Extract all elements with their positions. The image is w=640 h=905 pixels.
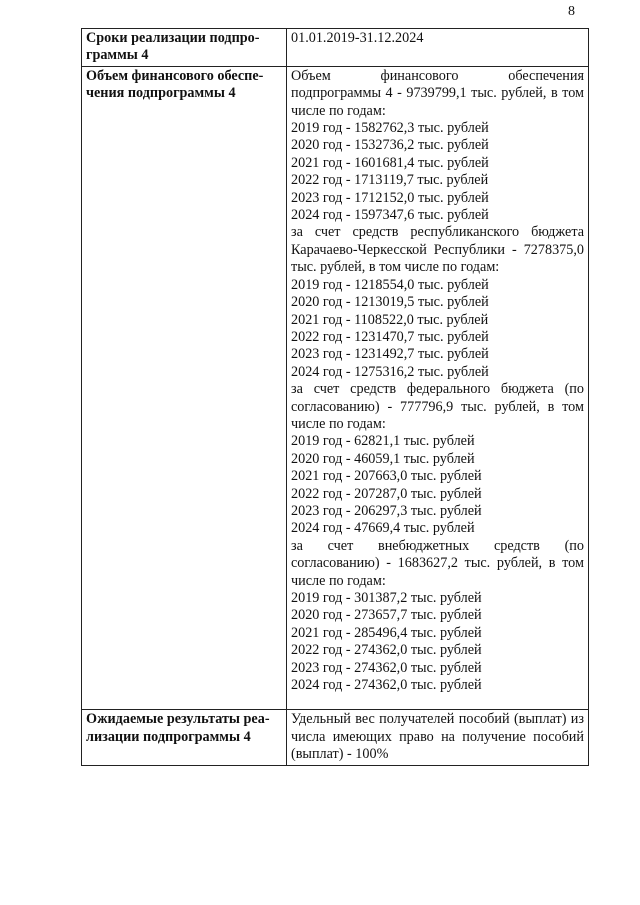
federal-year-line: 2021 год - 207663,0 тыс. рублей <box>291 468 482 485</box>
results-label-line: лизации подпрограммы 4 <box>86 728 251 745</box>
federal-year-line: 2019 год - 62821,1 тыс. рублей <box>291 433 475 450</box>
extrabudgetary-year-line: 2023 год - 274362,0 тыс. рублей <box>291 659 482 676</box>
extrabudgetary-year-line: 2024 год - 274362,0 тыс. рублей <box>291 677 482 694</box>
regional-year-line: 2020 год - 1213019,5 тыс. рублей <box>291 294 489 311</box>
federal-year-line: 2020 год - 46059,1 тыс. рублей <box>291 450 475 467</box>
funding-year-line: 2023 год - 1712152,0 тыс. рублей <box>291 189 489 206</box>
regional-year-line: 2024 год - 1275316,2 тыс. рублей <box>291 363 489 380</box>
regional-year-line: 2021 год - 1108522,0 тыс. рублей <box>291 311 489 328</box>
funding-label-line: чения подпрограммы 4 <box>86 85 236 102</box>
federal-year-line: 2023 год - 206297,3 тыс. рублей <box>291 502 482 519</box>
extrabudgetary-year-line: 2022 год - 274362,0 тыс. рублей <box>291 642 482 659</box>
regional-budget-text: за счет средств республиканского бюджета Карачаево-Черкесской Республики - 7278375,0 тыс. рублей, в том числе по годам: <box>291 224 584 276</box>
extrabudgetary-year-line: 2019 год - 301387,2 тыс. рублей <box>291 590 482 606</box>
period-label-line: Сроки реализации подпро- <box>86 30 260 46</box>
extrabudgetary-year-line: 2021 год - 285496,4 тыс. рублей <box>291 624 482 641</box>
funding-year-line: 2019 год - 1582762,3 тыс. рублей <box>291 120 489 137</box>
federal-year-line: 2024 год - 47669,4 тыс. рублей <box>291 520 475 537</box>
results-value: Удельный вес получателей пособий (выплат) из числа имеющих право на получение пособий (выплат) - 100% <box>287 710 589 765</box>
period-label-line: граммы 4 <box>86 47 149 64</box>
period-value: 01.01.2019-31.12.2024 <box>287 29 589 67</box>
funding-value <box>287 66 589 710</box>
period-label <box>82 29 287 67</box>
page-number: 8 <box>568 4 575 19</box>
extrabudgetary-text: за счет внебюджетных средств (по согласованию) - 1683627,2 тыс. рублей, в том числе по годам: <box>291 537 584 589</box>
funding-label-line: Объем финансового обеспе- <box>86 67 264 84</box>
funding-year-line: 2024 год - 1597347,6 тыс. рублей <box>291 207 489 224</box>
regional-year-line: 2019 год - 1218554,0 тыс. рублей <box>291 276 489 293</box>
table-row-results <box>82 710 589 765</box>
regional-year-line: 2022 год - 1231470,7 тыс. рублей <box>291 328 489 345</box>
table-row-funding <box>82 66 589 710</box>
subprogram-passport-table <box>81 28 589 766</box>
funding-year-line: 2020 год - 1532736,2 тыс. рублей <box>291 137 489 154</box>
cell-bottom-spacer <box>291 694 584 708</box>
federal-year-line: 2022 год - 207287,0 тыс. рублей <box>291 485 482 502</box>
table-row-period <box>82 29 589 67</box>
extrabudgetary-year-line: 2020 год - 273657,7 тыс. рублей <box>291 607 482 624</box>
funding-year-line: 2021 год - 1601681,4 тыс. рублей <box>291 154 489 171</box>
funding-label <box>82 66 287 710</box>
funding-total-text: Объем финансового обеспечения подпрограммы 4 - 9739799,1 тыс. рублей, в том числе по годам: <box>291 67 584 119</box>
funding-year-line: 2022 год - 1713119,7 тыс. рублей <box>291 172 489 189</box>
regional-year-line: 2023 год - 1231492,7 тыс. рублей <box>291 346 489 363</box>
federal-budget-text: за счет средств федерального бюджета (по согласованию) - 777796,9 тыс. рублей, в том числе по годам: <box>291 381 584 432</box>
results-label <box>82 710 287 765</box>
results-label-line: Ожидаемые результаты реа- <box>86 711 270 728</box>
